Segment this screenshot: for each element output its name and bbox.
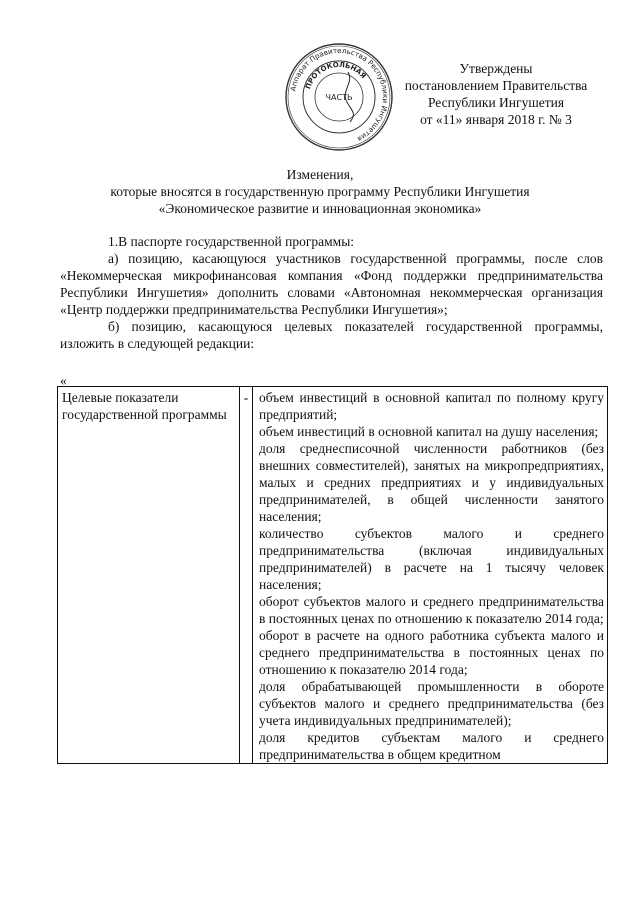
official-seal: [284, 42, 394, 152]
approval-block: [390, 60, 602, 128]
title-line: Изменения,: [286, 167, 354, 182]
approval-line: Утверждены: [459, 61, 533, 76]
document-body: [60, 233, 603, 352]
section-heading: 1.В паспорте государственной программы:: [108, 234, 355, 249]
approval-line: Республики Ингушетия: [427, 95, 565, 110]
indicator-item: объем инвестиций в основной капитал на душу населения;: [259, 424, 599, 439]
seal-center-text: ЧАСТЬ: [325, 93, 353, 102]
row-label: Целевые показатели государственной программы: [58, 387, 240, 764]
approval-line: постановлением Правительства: [404, 78, 588, 93]
indicator-item: количество субъектов малого и среднего предпринимательства (включая индивидуальных предпринимателей) в расчете на 1 тысячу человек населения;: [259, 526, 604, 592]
indicator-item: доля обрабатывающей промышленности в обороте субъектов малого и среднего предпринимательства (без учета индивидуальных предпринимателей);: [259, 679, 604, 728]
indicator-item: оборот субъектов малого и среднего предпринимательства в постоянных ценах по отношению к показателю 2014 года;: [259, 594, 604, 626]
row-dash: -: [240, 387, 253, 764]
indicators-cell: [253, 387, 608, 764]
indicator-item: доля кредитов субъектам малого и среднего предпринимательства в общем кредитном: [259, 730, 604, 762]
approval-date-line: от «11» января 2018 г. № 3: [420, 112, 572, 127]
opening-quote: «: [60, 373, 67, 388]
indicator-item: оборот в расчете на одного работника субъекта малого и среднего предпринимательства в постоянных ценах по отношению к показателю 2014 года;: [259, 628, 604, 677]
title-line: «Экономическое развитие и инновационная экономика»: [158, 201, 482, 216]
indicator-item: доля среднесписочной численности работников (без внешних совместителей), занятых на микропредприятиях, малых и средних предприятиях и у индивидуальных предпринимателей, в общей численности занятого населения;: [259, 441, 604, 524]
document-title: [60, 166, 580, 217]
table-row: [58, 387, 608, 764]
paragraph-b: б) позицию, касающуюся целевых показателей государственной программы, изложить в следующей редакции:: [60, 319, 603, 351]
seal-outer-text: Аппарат Правительства Республики Ингушетия: [288, 45, 391, 144]
indicator-item: объем инвестиций в основной капитал по полному кругу предприятий;: [259, 390, 604, 422]
seal-middle-text: ПРОТОКОЛЬНАЯ: [304, 60, 368, 91]
paragraph-a: а) позицию, касающуюся участников государственной программы, после слов «Некоммерческая микрофинансовая компания «Фонд поддержки предпринимательства Республики Ингушетия» дополнить словами «Автономная некоммерческая организация «Центр поддержки предпринимательства Республики Ингушетия»;: [60, 251, 603, 317]
title-line: которые вносятся в государственную программу Республики Ингушетия: [110, 184, 530, 199]
passport-table: [57, 386, 608, 764]
